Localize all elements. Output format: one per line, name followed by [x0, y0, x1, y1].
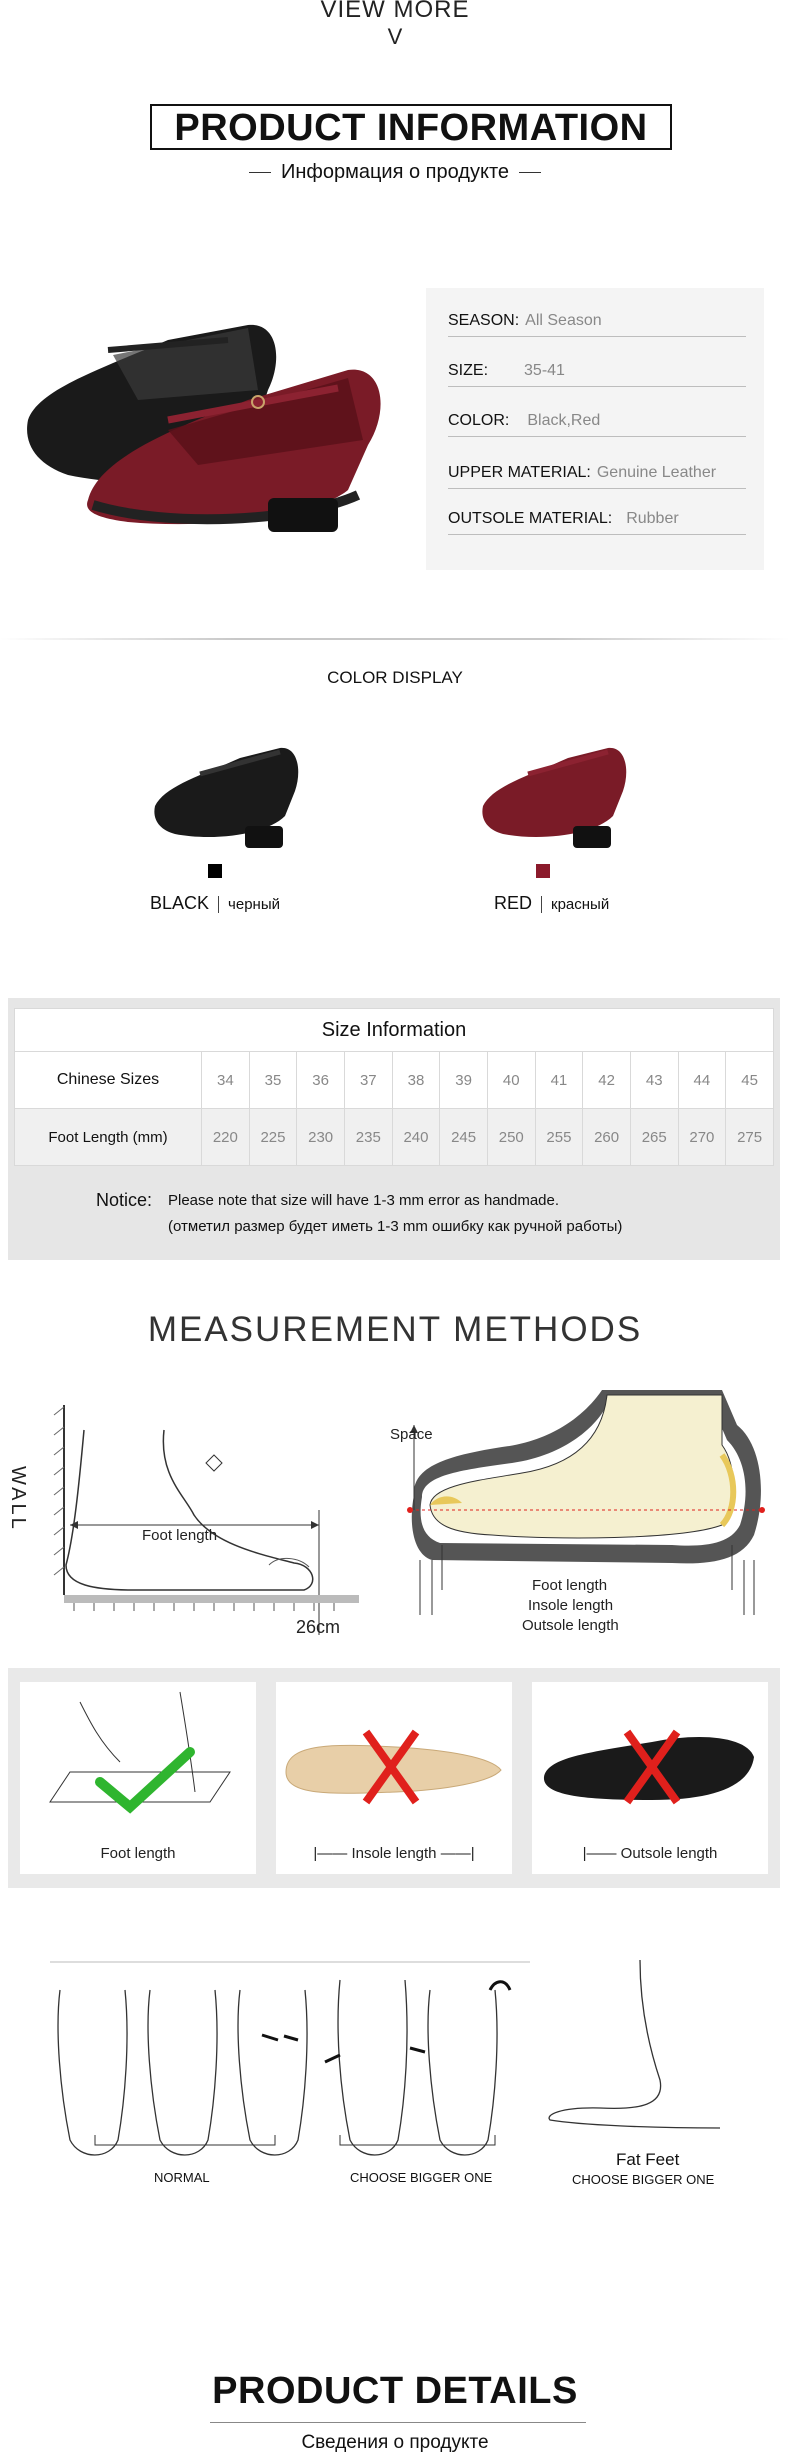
product-information-subtitle: Информация о продукте	[0, 161, 790, 184]
size-cell: 43	[630, 1052, 678, 1109]
method-caption: |—— Outsole length	[582, 1845, 718, 1862]
size-cell: 41	[535, 1052, 583, 1109]
size-cell: 39	[440, 1052, 488, 1109]
size-table	[14, 1008, 774, 1166]
chevron-down-icon[interactable]: V	[387, 24, 403, 49]
length-cell: 240	[392, 1109, 440, 1166]
length-cell: 255	[535, 1109, 583, 1166]
size-row-foot-length	[15, 1109, 774, 1166]
length-cell: 225	[249, 1109, 297, 1166]
method-card-foot-length	[20, 1682, 256, 1874]
cm-label: 26cm	[296, 1617, 341, 1637]
foot-wall-diagram	[14, 1395, 364, 1645]
method-card-insole-length	[276, 1682, 512, 1874]
product-details-divider	[210, 2422, 586, 2423]
check-icon	[20, 1682, 256, 1832]
length-cell: 265	[630, 1109, 678, 1166]
size-cell: 38	[392, 1052, 440, 1109]
measurement-title: MEASUREMENT METHODS	[147, 1310, 643, 1349]
method-caption: Foot length	[100, 1845, 176, 1862]
length-cell: 235	[344, 1109, 392, 1166]
size-cell: 45	[726, 1052, 774, 1109]
spec-panel	[426, 288, 764, 570]
black-shoe-image	[150, 736, 310, 856]
feet-caption-bigger-2: CHOOSE BIGGER ONE	[572, 2172, 715, 2187]
view-more-label[interactable]: VIEW MORE	[320, 0, 470, 23]
foot-length-label: Foot length	[142, 1527, 218, 1544]
shoe-foot-length-label: Foot length	[532, 1577, 608, 1594]
swatch-red	[536, 864, 550, 878]
red-shoe-image	[478, 736, 638, 856]
insole-length-label: Insole length	[528, 1597, 614, 1614]
section-divider	[0, 638, 790, 640]
color-display-title: COLOR DISPLAY	[327, 668, 463, 687]
size-row-chinese	[15, 1052, 774, 1109]
row-label-chinese-sizes: Chinese Sizes	[15, 1052, 202, 1109]
measurement-method-cards	[8, 1668, 780, 1888]
length-cell: 245	[440, 1109, 488, 1166]
length-cell: 220	[202, 1109, 250, 1166]
feet-caption-normal: NORMAL	[154, 2170, 210, 2185]
size-cell: 44	[678, 1052, 726, 1109]
wall-label: WALL	[7, 1466, 29, 1532]
length-cell: 230	[297, 1109, 345, 1166]
length-cell: 250	[487, 1109, 535, 1166]
fat-feet-label: Fat Feet	[616, 2150, 680, 2169]
method-caption: |—— Insole length ——|	[313, 1845, 475, 1862]
size-table-title: Size Information	[15, 1009, 774, 1052]
feet-shapes-illustration	[40, 1950, 740, 2180]
length-cell: 260	[583, 1109, 631, 1166]
product-details-subtitle: Сведения о продукте	[301, 2432, 489, 2453]
spec-row-color: COLOR: Black,Red	[448, 412, 746, 437]
feet-caption-bigger: CHOOSE BIGGER ONE	[350, 2170, 493, 2185]
size-cell: 40	[487, 1052, 535, 1109]
size-cell: 37	[344, 1052, 392, 1109]
size-cell: 36	[297, 1052, 345, 1109]
size-cell: 34	[202, 1052, 250, 1109]
spec-row-outsole-material: OUTSOLE MATERIAL: Rubber	[448, 510, 746, 535]
color-label-black: BLACK черный	[150, 893, 280, 913]
cross-icon	[276, 1682, 512, 1832]
length-cell: 270	[678, 1109, 726, 1166]
space-label: Space	[390, 1426, 433, 1443]
notice-label: Notice:	[96, 1190, 153, 1210]
outsole-length-label: Outsole length	[522, 1617, 619, 1634]
row-label-foot-length: Foot Length (mm)	[15, 1109, 202, 1166]
method-card-outsole-length	[532, 1682, 768, 1874]
cross-icon	[532, 1682, 768, 1832]
product-shoes-image	[18, 300, 398, 540]
length-cell: 275	[726, 1109, 774, 1166]
product-details-title: PRODUCT DETAILS	[212, 2370, 578, 2412]
notice-text-ru: (отметил размер будет иметь 1-3 mm ошибку как ручной работы)	[168, 1218, 623, 1235]
swatch-black	[208, 864, 222, 878]
spec-row-size: SIZE: 35-41	[448, 362, 746, 387]
spec-row-upper-material: UPPER MATERIAL: Genuine Leather	[448, 464, 746, 489]
spec-row-season: SEASON: All Season	[448, 312, 746, 337]
color-label-red: RED красный	[494, 893, 610, 913]
size-cell: 42	[583, 1052, 631, 1109]
size-cell: 35	[249, 1052, 297, 1109]
product-information-title: PRODUCT INFORMATION	[150, 104, 672, 150]
notice-text-en: Please note that size will have 1-3 mm error as handmade.	[168, 1192, 560, 1209]
